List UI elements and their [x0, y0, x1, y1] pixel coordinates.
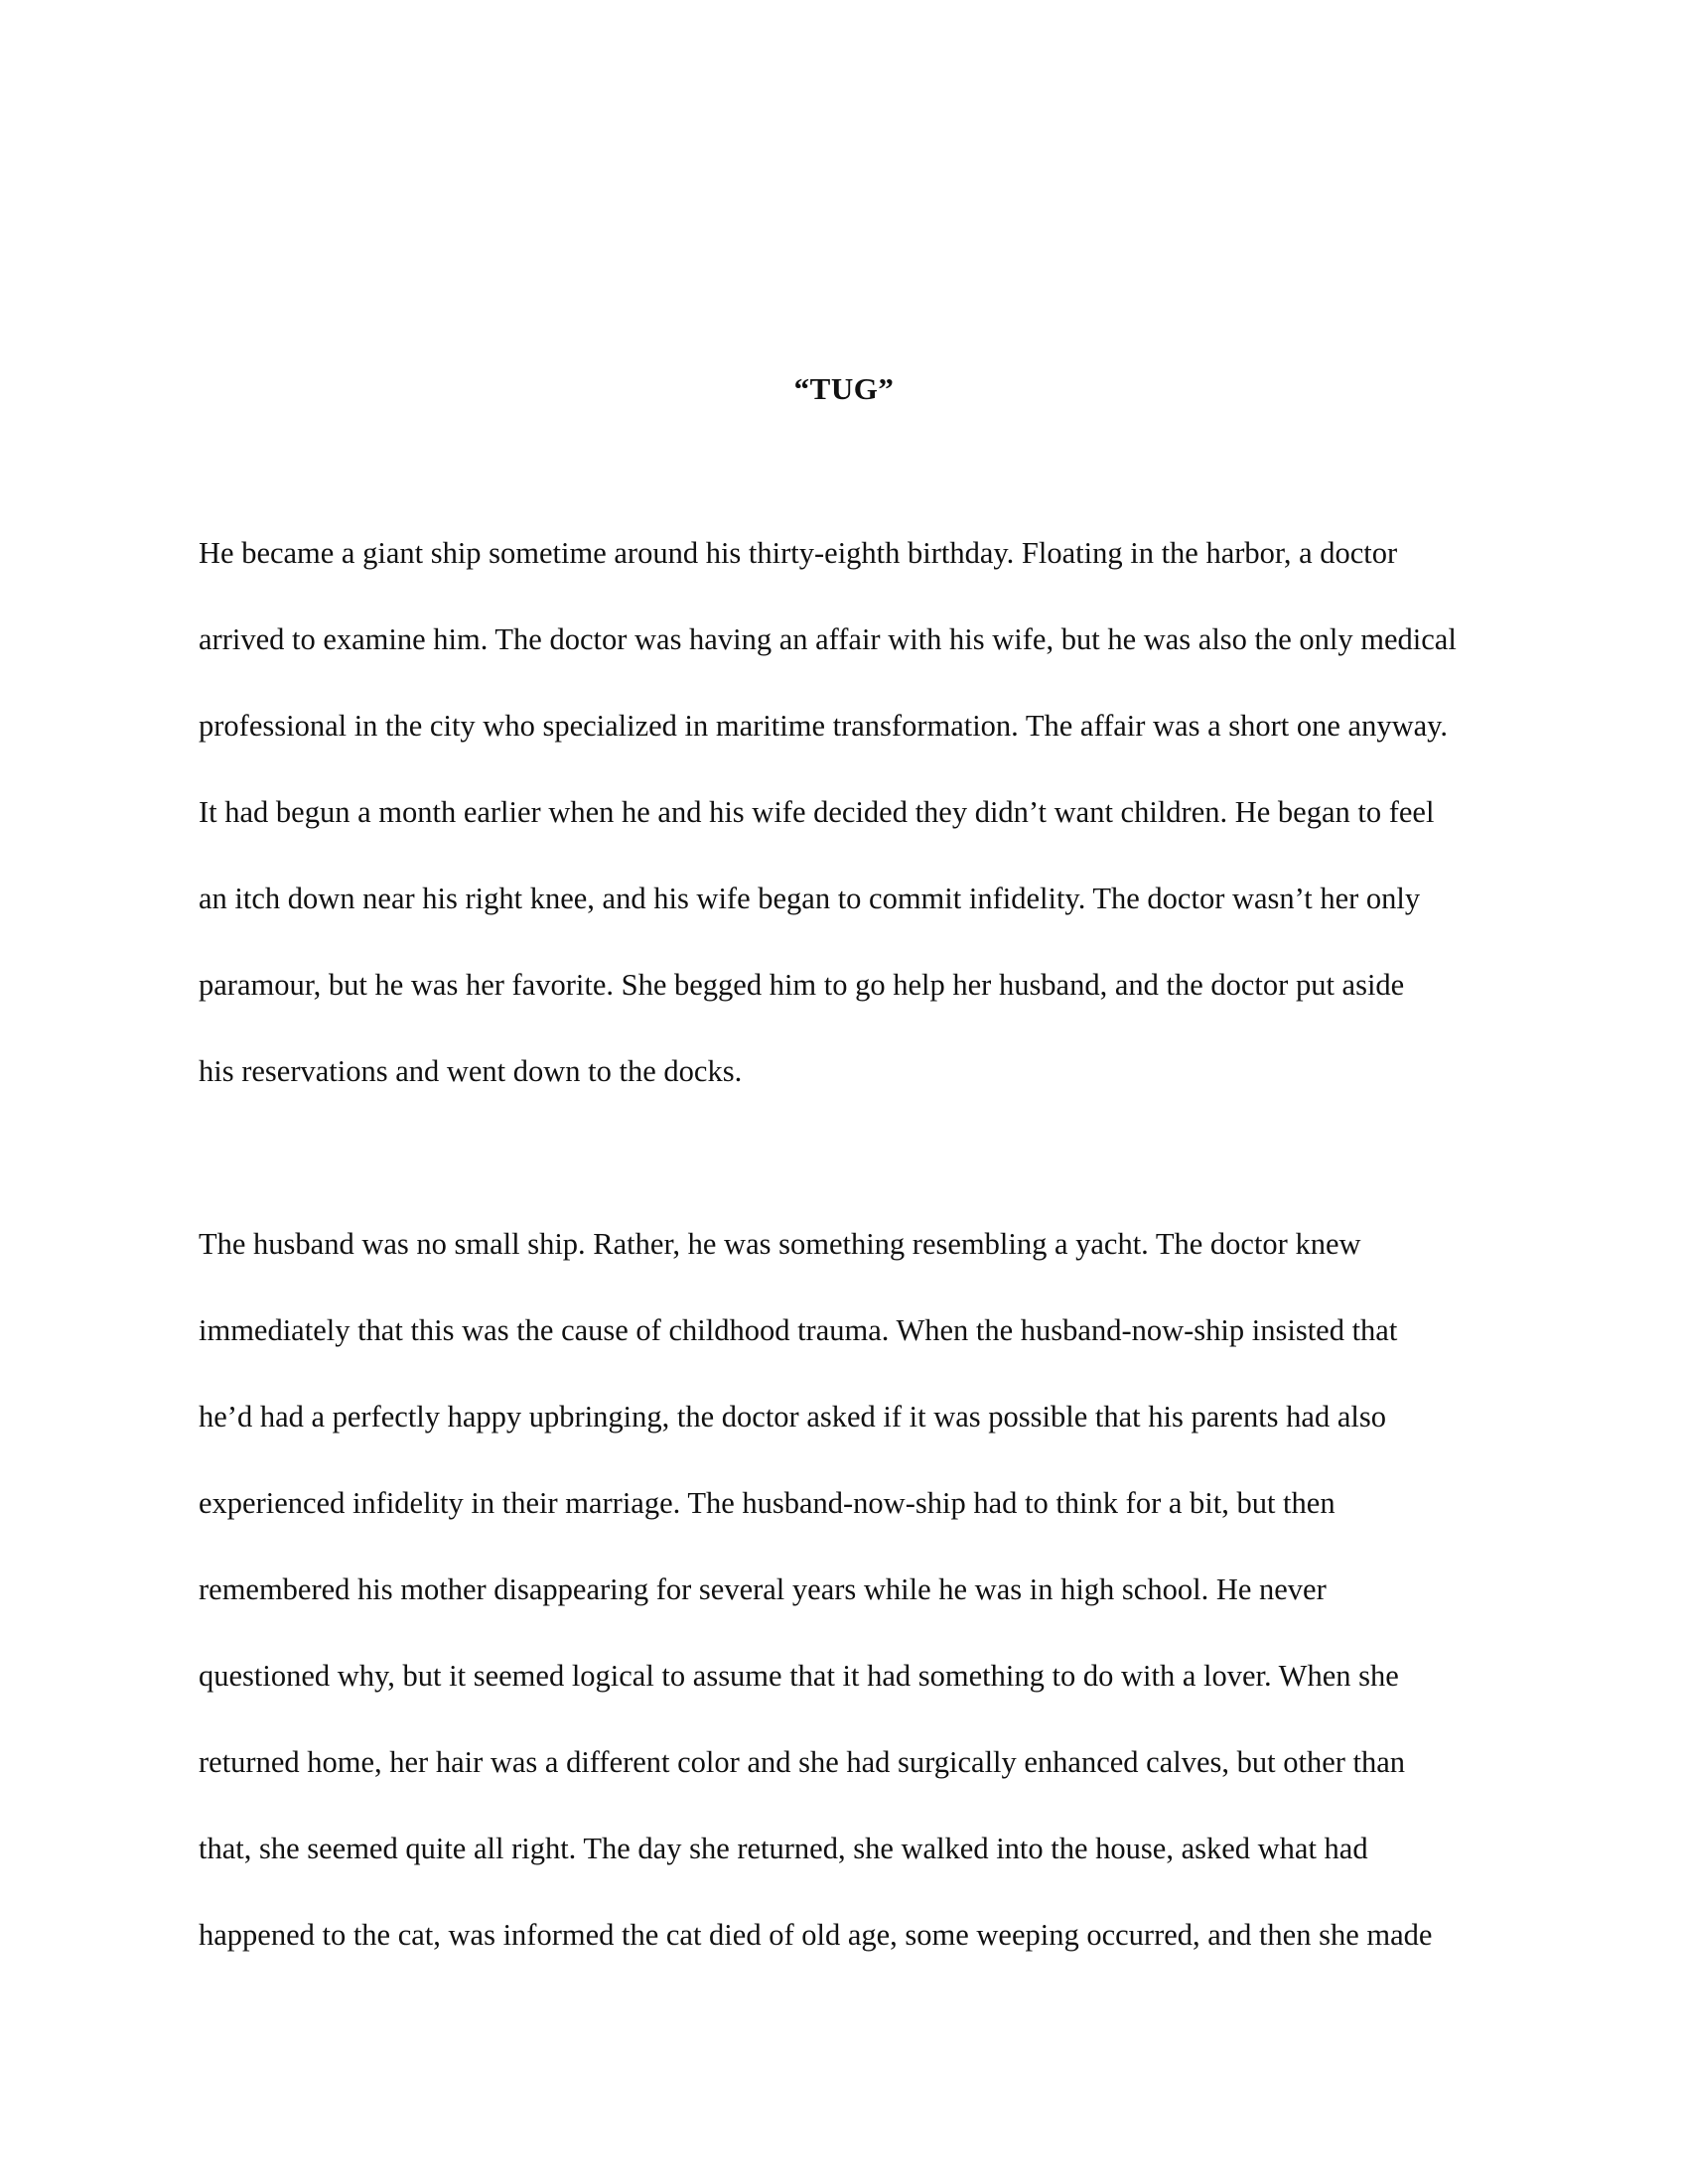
paragraph-2: [199, 1201, 1489, 1979]
text-line: paramour, but he was her favorite. She begged him to go help her husband, and the doctor put aside: [199, 968, 1405, 1002]
document-title: “TUG”: [793, 371, 895, 406]
text-line: he’d had a perfectly happy upbringing, the doctor asked if it was possible that his parents had also: [199, 1400, 1386, 1433]
paragraph-1: [199, 510, 1489, 1115]
text-line: an itch down near his right knee, and his wife began to commit infidelity. The doctor wasn’t her only: [199, 882, 1421, 915]
text-line: that, she seemed quite all right. The day she returned, she walked into the house, asked what had: [199, 1832, 1368, 1865]
text-line: happened to the cat, was informed the cat died of old age, some weeping occurred, and then she made: [199, 1918, 1433, 1952]
text-line: arrived to examine him. The doctor was having an affair with his wife, but he was also the only medical: [199, 622, 1457, 656]
text-line: He became a giant ship sometime around his thirty-eighth birthday. Floating in the harbor, a doctor: [199, 536, 1398, 570]
text-line: The husband was no small ship. Rather, he was something resembling a yacht. The doctor knew: [199, 1227, 1361, 1261]
text-line: remembered his mother disappearing for several years while he was in high school. He never: [199, 1572, 1327, 1606]
text-line: It had begun a month earlier when he and his wife decided they didn’t want children. He began to feel: [199, 795, 1435, 829]
text-line: professional in the city who specialized in maritime transformation. The affair was a short one anyway.: [199, 709, 1449, 743]
text-line: questioned why, but it seemed logical to assume that it had something to do with a lover. When she: [199, 1659, 1399, 1693]
text-line: returned home, her hair was a different color and she had surgically enhanced calves, but other than: [199, 1745, 1406, 1779]
text-line: his reservations and went down to the docks.: [199, 1054, 743, 1088]
text-line: experienced infidelity in their marriage. The husband-now-ship had to think for a bit, but then: [199, 1486, 1336, 1520]
text-line: immediately that this was the cause of childhood trauma. When the husband-now-ship insisted that: [199, 1313, 1398, 1347]
